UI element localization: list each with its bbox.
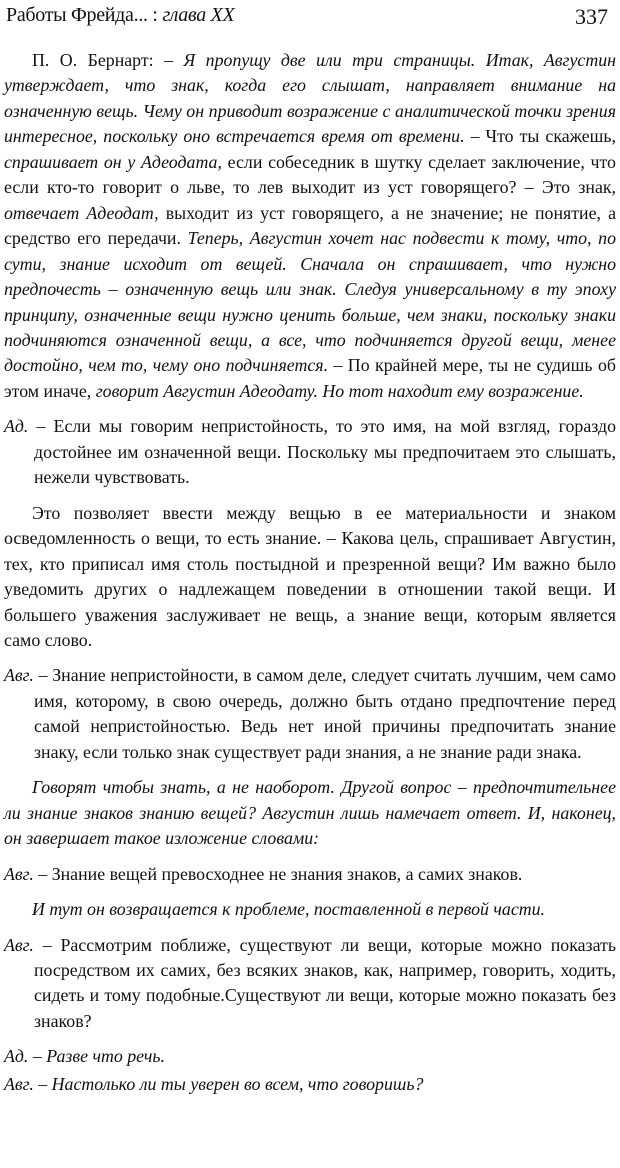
paragraph	[4, 48, 616, 404]
running-head-title: Работы Фрейда... :	[6, 4, 163, 26]
text-run: – Знание непристойности, в самом деле, следует считать лучшим, чем само имя, которому, в свою очередь, должно быть отдано предпочтение перед самой непристойностью. Ведь нет иной причины предпочитать знание знаку, если только знак существует ради знания, а не знание ради знака.	[33, 665, 616, 762]
italic-run: Ад.	[4, 416, 29, 437]
paragraph	[4, 775, 616, 851]
text-run: – Что ты скажешь,	[464, 126, 616, 147]
italic-run: отвечает Адеодат,	[4, 202, 159, 223]
paragraph	[4, 897, 616, 922]
dialogue-paragraph	[4, 663, 616, 765]
dialogue-paragraph	[4, 414, 616, 490]
italic-run: Говорят чтобы знать, а не наоборот. Другой вопрос – предпочтительнее ли знание знаков знанию вещей? Августин лишь намечает ответ. И, наконец, он завершает такое изложение словами:	[4, 777, 616, 849]
text-run: – Рассмотрим поближе, существуют ли вещи, которые можно показать посредством их самих, без всяких знаков, как, например, говорить, ходить, сидеть и тому подобные.Существуют ли вещи, которые можно показать без знаков?	[33, 934, 616, 1031]
running-head-chapter: глава XX	[162, 4, 235, 26]
page-header	[6, 4, 614, 36]
dialogue-paragraph	[4, 1044, 616, 1069]
italic-run: спрашивает он у Адеодата,	[4, 151, 222, 172]
text-run: выходит из уст говорящего, а не значение; не понятие, а средство его передачи.	[4, 202, 616, 249]
italic-run: Авг. – Настолько ли ты уверен во всем, что говоришь?	[4, 1073, 424, 1094]
italic-run: Авг.	[4, 863, 34, 884]
dialogue-paragraph	[4, 862, 616, 887]
running-head	[6, 4, 234, 27]
paragraph	[4, 501, 616, 654]
page-number: 337	[575, 4, 608, 29]
dialogue-paragraph	[4, 933, 616, 1035]
text-run: – По крайней мере, ты не судишь об этом иначе,	[4, 355, 616, 401]
italic-run: Авг.	[4, 934, 34, 955]
text-run: если собеседник в шутку сделает заключение, что если кто-то говорит о льве, то лев выходит из уст говорящего? – Это знак,	[4, 151, 616, 198]
italic-run: Теперь, Августин хочет нас подвести к тому, что, по сути, знание исходит от вещей. Сначала он спрашивает, что нужно предпочесть – означенную вещь или знак. Следуя универсальному в ту эпоху принципу, означенные вещи нужно ценить больше, чем знаки, поскольку знаки подчиняются означенной вещи, а все, что подчиняется другой вещи, менее достойно, чем то, чему оно подчиняется.	[4, 228, 616, 376]
text-run: – Если мы говорим непристойность, то это имя, на мой взгляд, гораздо достойнее им означенной вещи. Поскольку мы предпочитаем это слышать, нежели чувствовать.	[28, 416, 616, 488]
text-run: П. О. Бернарт: –	[32, 50, 184, 70]
italic-run: И тут он возвращается к проблеме, поставленной в первой части.	[32, 899, 546, 920]
italic-run: Ад. – Разве что речь.	[4, 1046, 165, 1067]
italic-run: Я пропущу две или три страницы. Итак, Августин утверждает, что знак, когда его слышат, направляет внимание на означенную вещь. Чему он приводит возражение с аналитической точки зрения интересное, поскольку оно встречается время от времени.	[4, 50, 616, 147]
text-run: – Знание вещей превосходнее не знания знаков, а самих знаков.	[33, 863, 523, 884]
italic-run: говорит Августин Адеодату. Но тот находит ему возражение.	[95, 380, 584, 401]
page-body	[4, 48, 616, 1107]
dialogue-paragraph	[4, 1072, 616, 1097]
italic-run: Авг.	[4, 665, 34, 686]
text-run: Это позволяет ввести между вещью в ее материальности и знаком осведомленность о вещи, то есть знание. – Какова цель, спрашивает Августин, тех, кто приписал имя столь постыдной и презренной вещи? Им важно было уведомить других о надлежащем поведении в отношении такой вещи. И большего уважения заслуживает не вещь, а знание вещи, которым является само слово.	[4, 502, 616, 650]
